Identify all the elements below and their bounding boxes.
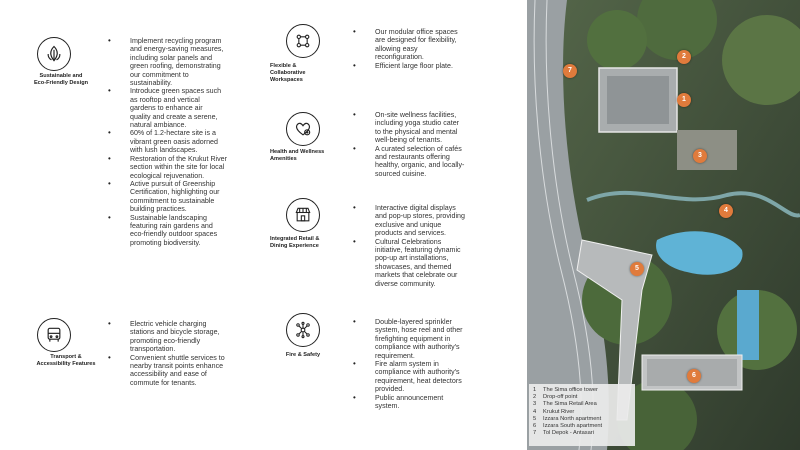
feature-bullets — [375, 204, 525, 288]
bullet-item: • 60% of 1.2-hectare site is a vibrant green oasis adorned with lush landscapes. — [130, 129, 290, 154]
leaf-recycle-icon — [37, 37, 71, 71]
feature-bullets — [130, 37, 290, 247]
map-legend — [529, 384, 635, 446]
legend-item: 2 Drop-off point — [533, 394, 578, 401]
storefront-icon — [286, 198, 320, 232]
bullet-item: • Electric vehicle charging stations and bicycle storage, promoting eco-friendly transportation. — [130, 320, 290, 354]
bullet-item: • Double-layered sprinkler system, hose reel and other firefighting equipment in compliance with authority's requirement. — [375, 318, 525, 360]
collaboration-icon — [286, 24, 320, 58]
bus-icon — [37, 318, 71, 352]
feature-bullets — [130, 320, 290, 387]
bullet-item: • Implement recycling program and energy-saving measures, including solar panels and green roofing, demonstrating our commitment to sustainability. — [130, 37, 290, 87]
bullet-item: • Introduce green spaces such as rooftop and vertical gardens to enhance air quality and create a serene, natural ambiance. — [130, 87, 290, 129]
bullet-item: • Efficient large floor plate. — [375, 62, 520, 70]
site-aerial-map — [527, 0, 800, 450]
feature-title: Health and Wellness Amenities — [270, 149, 325, 162]
bullet-item: • Fire alarm system in compliance with authority's requirement, heat detectors provided. — [375, 360, 525, 394]
bullet-item: • Public announcement system. — [375, 394, 525, 411]
feature-title: Sustainable and Eco-Friendly Design — [33, 73, 89, 86]
bullet-item: • Our modular office spaces are designed for flexibility, allowing easy reconfiguration. — [375, 28, 520, 62]
legend-item: 4 Krukut River — [533, 408, 575, 415]
bullet-item: • Restoration of the Krukut River section within the site for local ecological rejuvenation. — [130, 155, 290, 180]
map-marker-6[interactable]: 6 — [687, 369, 701, 383]
feature-bullets — [375, 111, 520, 178]
feature-bullets — [375, 318, 525, 410]
network-safety-icon — [286, 313, 320, 347]
map-marker-7[interactable]: 7 — [563, 64, 577, 78]
legend-item: 6 Izzara South apartment — [533, 423, 603, 430]
bullet-item: • On-site wellness facilities, including yoga studio cater to the physical and mental well-being of tenants. — [375, 111, 520, 145]
legend-item: 5 Izzara North apartment — [533, 415, 602, 422]
feature-title: Integrated Retail & Dining Experience — [270, 236, 320, 249]
map-marker-4[interactable]: 4 — [719, 204, 733, 218]
bullet-item: • Active pursuit of Greenship Certification, highlighting our commitment to sustainable building practices. — [130, 180, 290, 214]
bullet-item: • A curated selection of cafés and restaurants offering healthy, organic, and locally- sourced cuisine. — [375, 145, 520, 179]
legend-item: 1 The Sima office tower — [533, 387, 598, 393]
legend-item: 7 Tol Depok - Antasari — [533, 430, 594, 437]
map-marker-1[interactable]: 1 — [677, 93, 691, 107]
bullet-item: • Sustainable landscaping featuring rain gardens and eco-friendly outdoor spaces promoting biodiversity. — [130, 214, 290, 248]
heart-health-icon — [286, 112, 320, 146]
feature-title: Transport & Accessibility Features — [36, 354, 96, 367]
feature-bullets — [375, 28, 520, 70]
bullet-item: • Interactive digital displays and pop-up stores, providing exclusive and unique products and services. — [375, 204, 525, 238]
bullet-item: • Cultural Celebrations initiative, featuring dynamic pop-up art installations, showcases, and themed markets that celebrate our diverse community. — [375, 238, 525, 288]
map-marker-5[interactable]: 5 — [630, 262, 644, 276]
bullet-item: • Convenient shuttle services to nearby transit points enhance accessibility and ease of commute for tenants. — [130, 354, 290, 388]
legend-item: 3 The Sima Retail Area — [533, 401, 597, 408]
feature-title: Flexible & Collaborative Workspaces — [270, 63, 306, 83]
map-marker-2[interactable]: 2 — [677, 50, 691, 64]
feature-title: Fire & Safety — [285, 352, 321, 358]
map-marker-3[interactable]: 3 — [693, 149, 707, 163]
